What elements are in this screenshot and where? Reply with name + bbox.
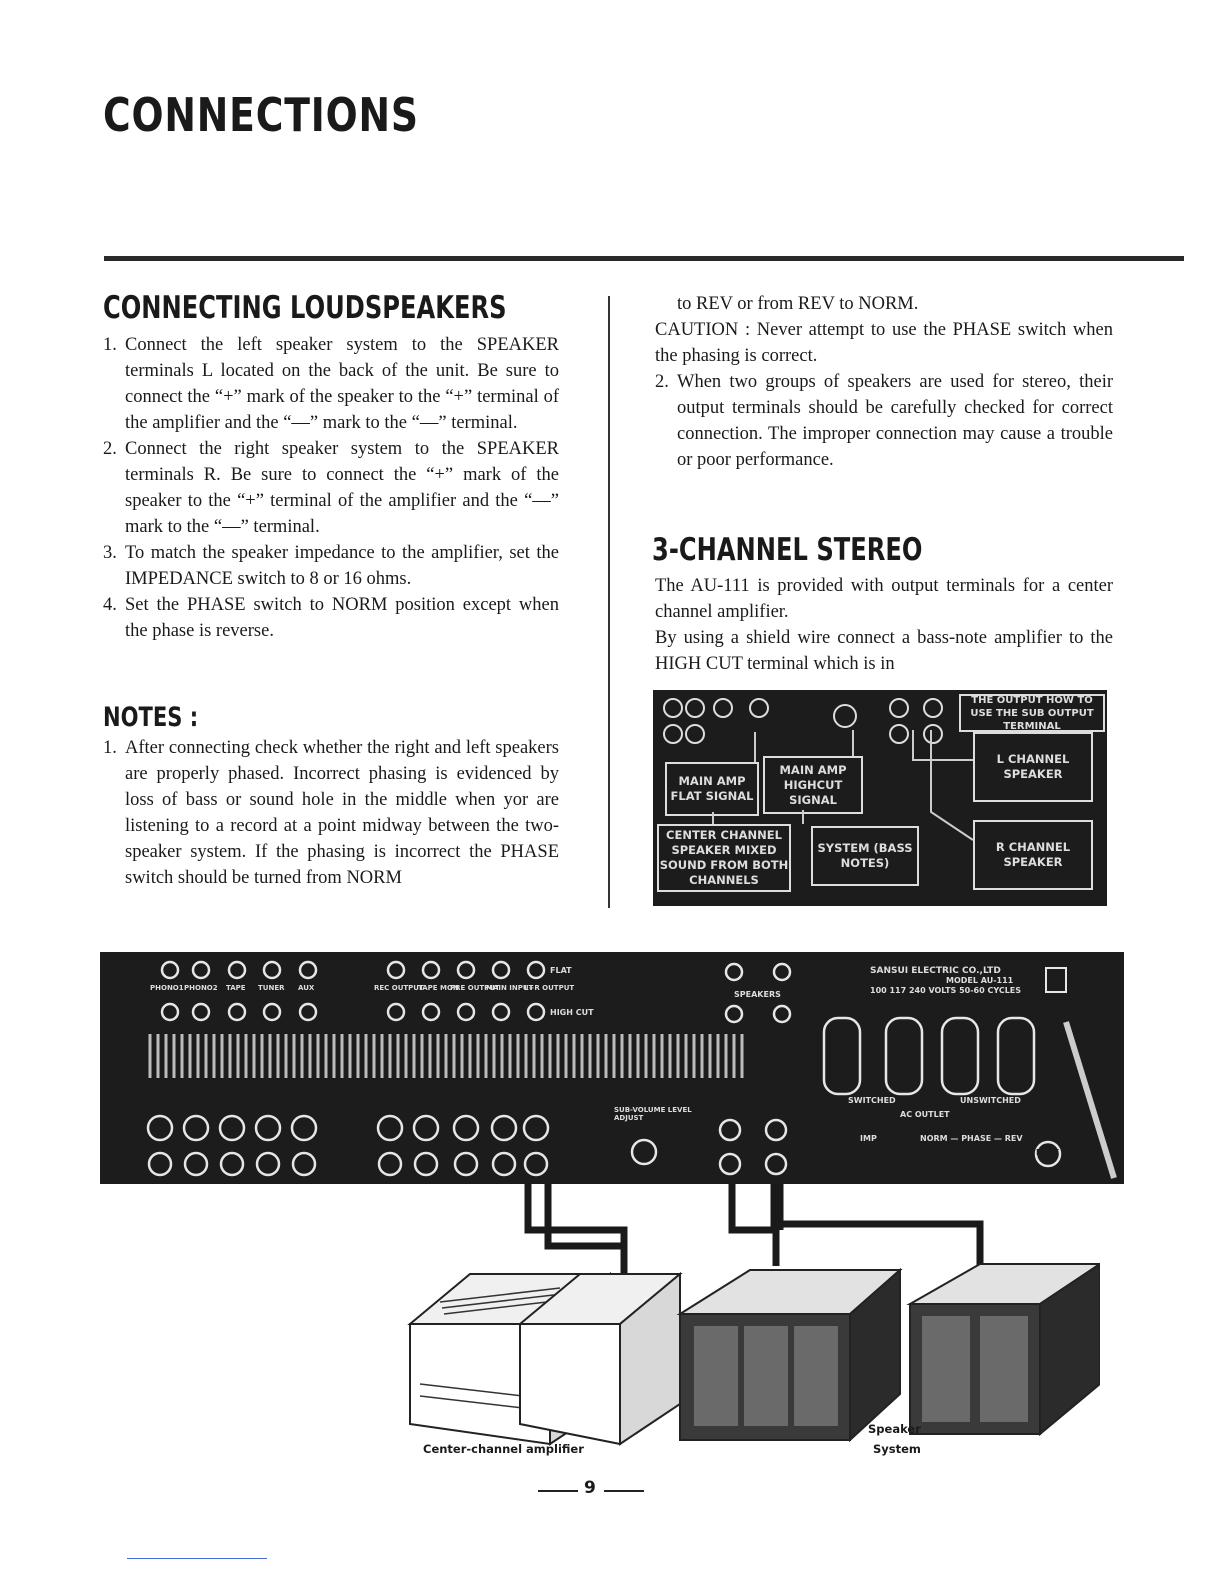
footer-rule [127, 1558, 267, 1559]
header-rule [104, 256, 1184, 261]
system-bass-label: SYSTEM (BASS NOTES) [811, 826, 919, 886]
phase-label: NORM — PHASE — REV [920, 1134, 1023, 1143]
rear-panel [100, 952, 1124, 1184]
page-number-dash-left [538, 1490, 578, 1492]
terminal-label: PHONO2 [184, 984, 218, 992]
model-label: MODEL AU-111 [946, 976, 1014, 985]
fuse-label: FUSE [1036, 1148, 1060, 1157]
level-label: SUB-VOLUME LEVEL ADJUST [614, 1106, 692, 1122]
center-channel-label: CENTER CHANNEL SPEAKER MIXED SOUND FROM BOTH CHANNELS [657, 824, 791, 892]
photo-wires [653, 690, 1107, 906]
list-item: 4. Set the PHASE switch to NORM position except when the phase is reverse. [103, 595, 559, 641]
three-channel-heading: 3-CHANNEL STEREO [652, 532, 923, 568]
list-item: 1. After connecting check whether the right and left speakers are properly phased. Incorrect phasing is evidenced by loss of bass or sound hole in the middle when yor are listening to a record at a point midway between the two-speaker system. If the phasing is incorrect the PHASE switch should be turned from NORM [103, 738, 559, 888]
terminal-label: PRE OUTPUT [450, 984, 500, 992]
page-number: 9 [584, 1478, 596, 1498]
terminal-photo [653, 690, 1107, 906]
caution-text: CAUTION : Never attempt to use the PHASE switch when the phasing is correct. [655, 320, 1113, 366]
notes-list [103, 735, 559, 891]
notes-heading: NOTES : [103, 702, 199, 733]
terminal-label: MAIN INPUT [486, 984, 534, 992]
l-channel-speaker-label: L CHANNEL SPEAKER [973, 732, 1093, 802]
impedance-label: IMP [860, 1134, 877, 1143]
terminal-label: TAPE [226, 984, 246, 992]
speaker-system-right [910, 1264, 1100, 1434]
amplifier-caption: Center-channel amplifier [423, 1442, 584, 1456]
terminal-label: TUNER [258, 984, 285, 992]
page-title: CONNECTIONS [103, 88, 419, 142]
maker-label: SANSUI ELECTRIC CO.,LTD [870, 966, 1001, 976]
connection-diagram [380, 1184, 1100, 1464]
list-item: 2. Connect the right speaker system to the SPEAKER terminals R. Be sure to connect the “+” mark of the speaker to the “+” terminal of the amplifier and the “—” mark to the “—” terminal. [103, 439, 559, 537]
speakers-label: SPEAKERS [734, 990, 781, 999]
speaker-caption-line1: Speaker [868, 1422, 921, 1436]
list-item: 2. When two groups of speakers are used for stereo, their output terminals should be carefully checked for correct connection. The improper connection may cause a trouble or poor performance. [655, 372, 1113, 470]
speaker-system-left [680, 1270, 900, 1440]
list-item: 3. To match the speaker impedance to the amplifier, set the IMPEDANCE switch to 8 or 16 ohms. [103, 543, 559, 589]
high-cut-label: HIGH CUT [550, 1008, 594, 1017]
three-channel-text: The AU-111 is provided with output terminals for a center channel amplifier. By using a shield wire connect a bass-note amplifier to the HIGH CUT terminal which is in [655, 576, 1113, 674]
main-amp-highcut-label: MAIN AMP HIGHCUT SIGNAL [763, 756, 863, 814]
column-divider [608, 296, 610, 908]
ac-outlet-label: AC OUTLET [900, 1110, 950, 1119]
terminal-label: PHONO1 [150, 984, 184, 992]
list-item: 1. Connect the left speaker system to the SPEAKER terminals L located on the back of the unit. Be sure to connect the “+” mark of the speaker to the “+” terminal of the amplifier and the “—” mark to the “—” terminal. [103, 335, 559, 433]
switched-label: SWITCHED [848, 1096, 896, 1105]
r-channel-speaker-label: R CHANNEL SPEAKER [973, 820, 1093, 890]
loudspeakers-heading: CONNECTING LOUDSPEAKERS [103, 290, 507, 326]
unswitched-label: UNSWITCHED [960, 1096, 1021, 1105]
output-header-label: THE OUTPUT HOW TO USE THE SUB OUTPUT TERMINAL [959, 694, 1105, 732]
terminal-label: TAPE MON [418, 984, 459, 992]
page-number-dash-right [604, 1490, 644, 1492]
power-label: 100 117 240 VOLTS 50-60 CYCLES [870, 986, 1022, 995]
terminal-label: REC OUTPUT [374, 984, 424, 992]
terminal-label: AUX [298, 984, 315, 992]
terminal-label: L+R OUTPUT [524, 984, 575, 992]
main-amp-flat-label: MAIN AMP FLAT SIGNAL [665, 762, 759, 816]
notes-continued: to REV or from REV to NORM. CAUTION : Never attempt to use the PHASE switch when the phasing is correct. 2. When two groups of speakers are used for stereo, their output terminals should be carefully checked for correct connection. The improper connection may cause a trouble or poor performance. [655, 291, 1113, 473]
flat-label: FLAT [550, 966, 572, 975]
speaker-caption-line2: System [873, 1442, 921, 1456]
loudspeakers-list [103, 332, 559, 644]
